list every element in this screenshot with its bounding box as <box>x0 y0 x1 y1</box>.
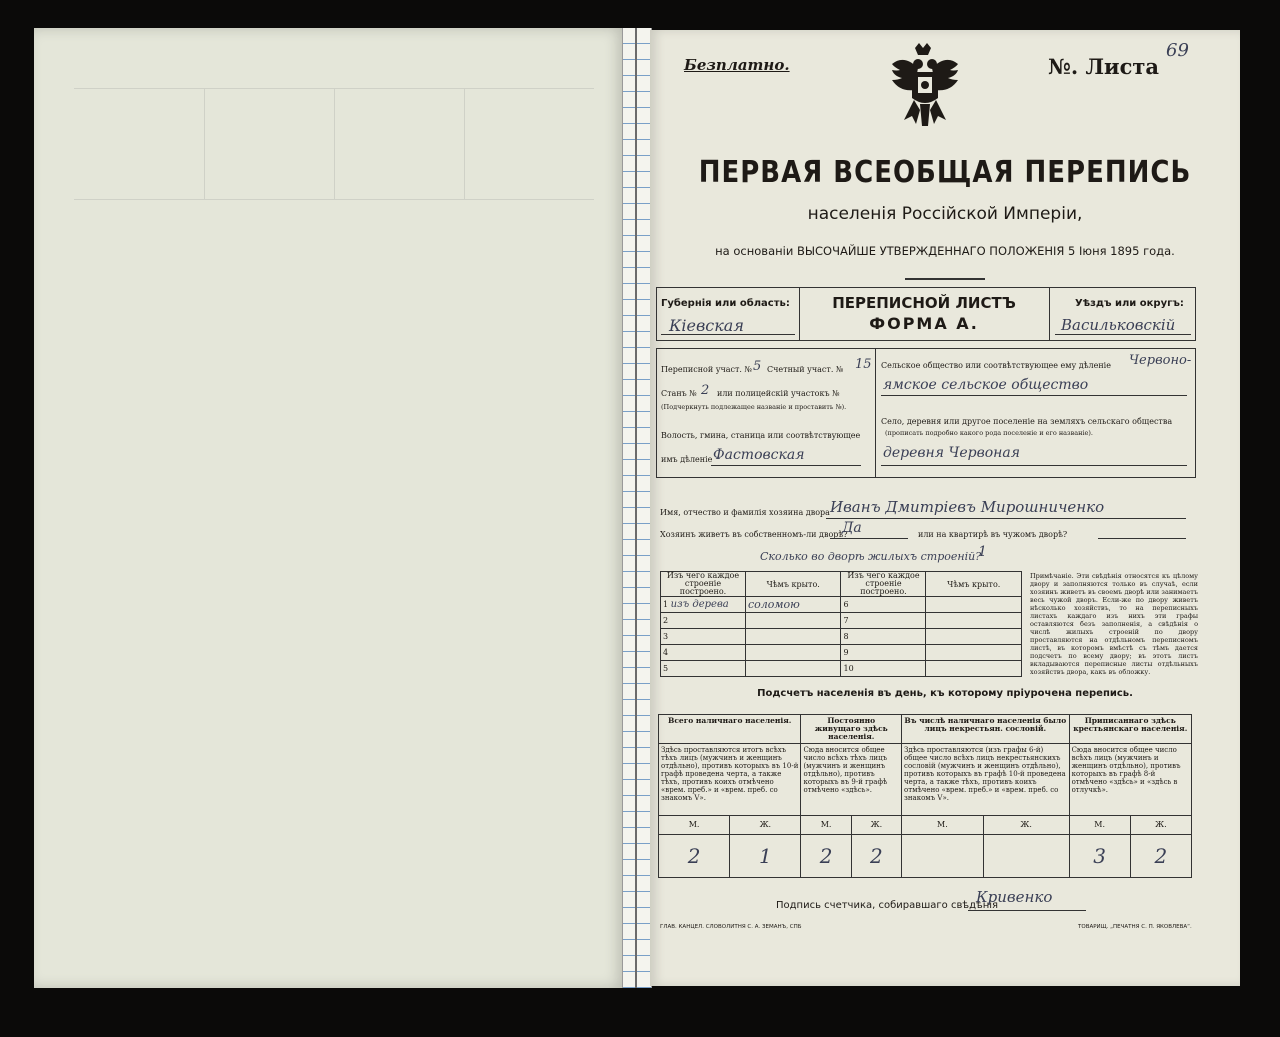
tally-group-desc: Сюда вносится общее число всѣхъ тѣхъ лицъ (мужчинъ и женщинъ отдѣльно), противъ которыхъ въ 9-й графѣ отмѣчено «здѣсь». <box>801 744 902 816</box>
census-form-page <box>650 30 1240 986</box>
tally-value: 2 <box>851 835 901 878</box>
tally-group-title: Приписаннаго здѣсь крестьянскаго населенія. <box>1069 715 1191 744</box>
table-row: 4 9 <box>661 645 1022 661</box>
rent-label: или на квартирѣ въ чужомъ дворѣ? <box>918 530 1068 539</box>
district-label: Уѣздъ или округъ: <box>1075 298 1184 309</box>
count-area-label: Счетный участ. № <box>767 365 844 374</box>
table-row: 5 10 <box>661 661 1022 677</box>
owner-name-label: Имя, отчество и фамилія хозяина двора <box>660 508 830 517</box>
village-note: (прописать подробно какого рода поселеніе и его названіе). <box>885 429 1093 437</box>
buildings-remark: Примѣчаніе. Эти свѣдѣнія относятся къ цѣлому двору и заполняются только въ случаѣ, если хозяинъ живетъ въ своемъ дворѣ или занимаетъ весь чужой дворъ. Если-же по двору живетъ нѣсколько хозяйствъ, то на переписныхъ листахъ каждаго изъ нихъ эти графы оставляются безъ заполненія, а свѣдѣнія о числѣ жилыхъ строеній по двору проставляются на отдѣльномъ переписномъ листѣ, въ которомъ вмѣстѣ съ тѣмъ дается подсчетъ по всему двору; въ этотъ листъ вкладываются переписные листы отдѣльныхъ хозяйствъ двора, какъ въ обложку. <box>1030 572 1198 676</box>
form-header-box <box>656 287 1196 341</box>
volost-label: Волость, гмина, станица или соотвѣтствующее <box>661 431 861 440</box>
tally-value: 3 <box>1069 835 1130 878</box>
material-value: изъ дерева <box>670 599 729 610</box>
footer-printer-left: ГЛАВ. КАНЦЕЛ. СЛОВОЛИТНЯ С. А. ЗЕМАНЪ, СПБ <box>660 924 802 930</box>
society-value: Червоно- <box>1129 353 1192 368</box>
table-row: 2 7 <box>661 613 1022 629</box>
underline-note: (Подчеркнуть подлежащее названіе и проставить №). <box>661 403 847 411</box>
table-row: 1 изъ дерева соломою 6 <box>661 597 1022 613</box>
main-title: ПЕРВАЯ ВСЕОБЩАЯ ПЕРЕПИСЬ <box>698 155 1192 191</box>
location-box <box>656 348 1196 478</box>
tally-group-desc: Сюда вносится общее число всѣхъ лицъ (мужчинъ и женщинъ отдѣльно), противъ которыхъ въ графѣ 8-й отмѣчено «здѣсь» и «здѣсь в отлучкѣ». <box>1069 744 1191 816</box>
count-area-value: 15 <box>855 357 872 372</box>
village-value: деревня Червоная <box>883 445 1020 461</box>
table-row <box>659 835 1192 878</box>
stan-value: 2 <box>701 383 710 398</box>
buildings-value: 1 <box>978 544 987 560</box>
table-row: 3 8 <box>661 629 1022 645</box>
imperial-eagle-icon <box>882 42 968 134</box>
sheet-title: ПЕРЕПИСНОЙ ЛИСТЪ <box>832 294 1016 312</box>
free-label: Безплатно. <box>684 56 790 74</box>
tally-heading: Подсчетъ населенія въ день, къ которому пріурочена перепись. <box>757 688 1133 699</box>
buildings-label: Сколько во дворѣ жилыхъ строеній? <box>760 550 982 563</box>
tally-value: 2 <box>659 835 730 878</box>
ornament-divider <box>905 278 985 280</box>
tally-value: 2 <box>1130 835 1191 878</box>
society-label: Сельское общество или соотвѣтствующее ему дѣленіе <box>881 361 1111 370</box>
buildings-table <box>660 571 1022 677</box>
census-area-value: 5 <box>753 359 762 374</box>
volost-value: Фастовская <box>713 447 805 463</box>
tally-group-title: Постоянно живущаго здѣсь населенія. <box>801 715 902 744</box>
police-label: или полицейскій участокъ № <box>717 389 840 398</box>
form-title: ФОРМА А. <box>869 314 979 333</box>
tally-value <box>983 835 1069 878</box>
material-header-2: Изъ чего каждое строеніе построено. <box>841 572 926 597</box>
bleed-through-ghost <box>74 88 594 200</box>
roof-header: Чѣмъ крыто. <box>746 572 841 597</box>
volost-label-2: имъ дѣленіе <box>661 455 713 464</box>
signature-label: Подпись счетчика, собиравшаго свѣдѣнія <box>776 900 999 911</box>
tally-group-desc: Здѣсь проставляются итогъ всѣхъ тѣхъ лицъ (мужчинъ и женщинъ отдѣльно), противъ которыхъ въ 10-й графѣ проведена черта, а также тѣхъ, противъ коихъ отмѣчено «врем. преб.» и «врем. преб. со знакомъ V». <box>659 744 801 816</box>
tally-group-title: Въ числѣ наличнаго населенія было лицъ некрестьян. сословій. <box>902 715 1070 744</box>
stan-label: Станъ № <box>661 389 697 398</box>
population-tally-table: Всего наличнаго населенія. Постоянно живущаго здѣсь населенія. Въ числѣ наличнаго населенія было лицъ некрестьян. сословій. Приписаннаго здѣсь крестьянскаго населенія. Здѣсь проставляются итогъ всѣхъ тѣхъ лицъ (мужчинъ и женщинъ отдѣльно), противъ которыхъ въ 10-й графѣ проведена черта, а также тѣхъ, противъ коихъ отмѣчено «врем. преб.» и «врем. преб. со знакомъ V». Сюда вносится общее число всѣхъ тѣхъ лицъ (мужчинъ и женщинъ отдѣльно), противъ которыхъ въ 9-й графѣ отмѣчено «здѣсь». Здѣсь проставляются (изъ графы 6-й) общее число всѣхъ лицъ некрестьянскихъ сословій (мужчинъ и женщинъ отдѣльно), противъ которыхъ въ графѣ 10-й проведена черта, а также тѣхъ, противъ коихъ отмѣчено «врем. преб.» и «врем. преб. со знакомъ V». Сюда вносится общее число всѣхъ лицъ (мужчинъ и женщинъ отдѣльно), противъ которыхъ въ графѣ 8-й отмѣчено «здѣсь» и «здѣсь в отлучкѣ». М. Ж. М. Ж. М. Ж. М. Ж. 2 1 2 2 3 2 <box>658 714 1192 878</box>
society-value-2: ямское сельское общество <box>883 377 1089 393</box>
tally-value <box>902 835 984 878</box>
binding-spine <box>622 28 652 988</box>
footer-printer-right: ТОВАРИЩ. „ПЕЧАТНЯ С. П. ЯКОВЛЕВА“. <box>1078 924 1192 930</box>
left-page-blank <box>34 28 624 988</box>
province-label: Губернія или область: <box>661 298 790 309</box>
own-yard-label: Хозяинъ живетъ въ собственномъ-ли дворѣ? <box>660 530 848 539</box>
sheet-label: №. Листа <box>1048 54 1159 79</box>
sheet-number-value: 69 <box>1166 40 1189 61</box>
roof-value: соломою <box>746 597 841 613</box>
village-label: Село, деревня или другое поселеніе на земляхъ сельскаго общества <box>881 417 1173 426</box>
own-yard-value: Да <box>842 520 862 536</box>
subtitle: населенія Россійской Имперіи, <box>807 204 1083 224</box>
census-area-label: Переписной участ. № <box>661 365 753 374</box>
tally-value: 1 <box>730 835 801 878</box>
tally-value: 2 <box>801 835 851 878</box>
owner-name-value: Иванъ Дмитріевъ Мирошниченко <box>830 498 1105 516</box>
district-value: Васильковскій <box>1061 316 1176 334</box>
province-value: Кіевская <box>669 316 744 335</box>
basis-line: на основаніи ВЫСОЧАЙШЕ УТВЕРЖДЕННАГО ПОЛОЖЕНІЯ 5 Іюня 1895 года. <box>715 244 1175 258</box>
signature-value: Кривенко <box>976 888 1053 906</box>
tally-group-desc: Здѣсь проставляются (изъ графы 6-й) общее число всѣхъ лицъ некрестьянскихъ сословій (мужчинъ и женщинъ отдѣльно), противъ которыхъ въ графѣ 10-й проведена черта, а также тѣхъ, противъ коихъ отмѣчено «врем. преб.» и «врем. преб. со знакомъ V». <box>902 744 1070 816</box>
roof-header-2: Чѣмъ крыто. <box>926 572 1022 597</box>
material-header: Изъ чего каждое строеніе построено. <box>661 572 746 597</box>
sheet-number-field <box>1048 40 1189 79</box>
tally-group-title: Всего наличнаго населенія. <box>659 715 801 744</box>
